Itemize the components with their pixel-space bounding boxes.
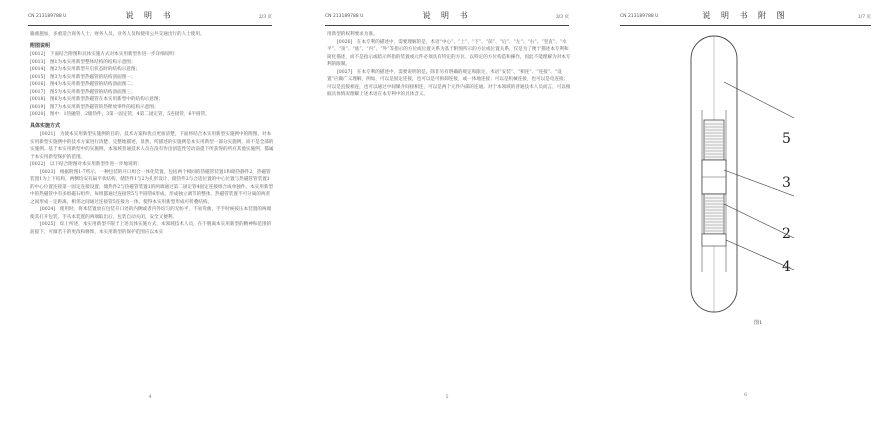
header-rule bbox=[325, 25, 569, 26]
drawing-line: [0015] 图3为本实用新型热磁管的结构剖面图一； bbox=[30, 74, 136, 80]
paragraph-0025: [0025] 综上所述，本实用新型不限于上述具体实施方式，本领域技术人员，在不脱离本实用新型的精神和范围的前提下，可做若干的更改和修饰，本实用新型的保护范围应以本实 bbox=[30, 222, 272, 235]
paragraph-0022: [0022] 以下结合附图对本实用新型作进一步地说明： bbox=[30, 162, 142, 167]
page-header bbox=[303, 10, 591, 24]
paragraph-0026: [0026] 在本专利的描述中，需要理解的是，术语“中心”、“上”、“下”、“前”、“后”、“左”、“右”、“竖直”、“水平”、“顶”、“底”、“内”、“外”等指示的方位或位置关系为基于附图所示的方位或位置关系，仅是为了便于描述本专利和简化描述，而不是指示或暗示所指的装置或元件必须具有特定的方位、以特定的方位构造和操作，因此不能理解为对本专利的限制。 bbox=[327, 39, 571, 67]
page-body bbox=[327, 31, 571, 99]
publication-number: CN 213189788 U bbox=[325, 14, 364, 19]
paragraph-0021: [0021] 为使本实用新型实施例的目的、技术方案和优点更加清楚，下面将结合本实用新型实施例中的附图，对本实用新型实施例中的技术方案进行清楚、完整地描述，显然，所描述的实施例是本实用新型一部分实施例，而不是全部的实施例。基于本实用新型中的实施例，本领域普通技术人员在没有作出创造性劳动前提下所获得的所有其他实施例，都属于本实用新型保护的范围。 bbox=[30, 132, 274, 160]
page-title: 说 明 书 附 图 bbox=[702, 11, 789, 20]
header-rule bbox=[28, 25, 272, 26]
spec-page-middle bbox=[303, 0, 591, 422]
spec-page-left bbox=[6, 0, 294, 422]
intro-paragraph: 输液施加，多重适合商务人士、财务人员、业务人员和使用公共交通出行的人士使用。 bbox=[30, 32, 205, 37]
section-heading-drawings: 附图说明 bbox=[30, 42, 51, 49]
figure-label: 2 bbox=[782, 226, 791, 242]
page-label: 1/7 页 bbox=[857, 15, 871, 20]
drawing-line: [0016] 图4为本实用新型热磁管的结构剖面图二； bbox=[30, 82, 136, 87]
page-number: 4 bbox=[148, 395, 152, 400]
drawing-line: [0020] 图中：1热融管，2储热件，3第一固定管，4第二固定管，5连接管，6半圆管。 bbox=[30, 112, 210, 117]
page-title: 说 明 书 bbox=[125, 11, 175, 20]
drawing-page bbox=[598, 0, 893, 422]
page-number: 5 bbox=[445, 395, 449, 400]
paragraph-0027: [0027] 在本专利的描述中，需要说明的是，除非另有明确的规定和限定，术语“安装”、“相连”、“连接”、“设置”应做广义理解，例如，可以是固定连接，也可以是可拆卸连接，或一体地连接；可以是机械连接，也可以是电连接；可以是直接相连，也可以通过中间媒介间接相连，可以是两个元件内部的连通。对于本领域的普通技术人员而言，可以根据具体情况理解上述术语在本专利中的具体含义。 bbox=[327, 69, 571, 97]
page-number: 6 bbox=[744, 393, 747, 398]
figure-caption: 图1 bbox=[754, 320, 763, 326]
page-header bbox=[6, 10, 294, 24]
patent-figure bbox=[598, 0, 893, 422]
drawing-line: [0014] 图2为本实用新型开启状态时的结构示意图； bbox=[30, 67, 141, 72]
drawing-descriptions bbox=[30, 51, 274, 119]
section-heading-embodiment: 具体实施方式 bbox=[30, 122, 61, 129]
paragraph-0024: [0024] 使用时，将本装置放在包装开口处的内侧或者内外均匀的无纺平，不易弯曲，手手时候按压本装置的两端使其打开包装，手从本装置的两端取出后，包装自动关闭，安全又便利。 bbox=[30, 207, 272, 220]
page-body bbox=[30, 31, 274, 236]
bottom-collar bbox=[702, 234, 726, 246]
page-title: 说 明 书 bbox=[422, 11, 472, 20]
page-label: 2/3 页 bbox=[258, 15, 272, 20]
drawing-line: [0017] 图5为本实用新型热磁管的结构剖面图三； bbox=[30, 89, 136, 95]
paragraph-0023: [0023] 根据附图1-7所示，一种包装的开口组合一体化装置，包括两个相同的热磁管装置1和储热静件2，热磁管装置1为上下结构，两侧均安有扁平状结构，储热件1与2为孔形设计，储热件2与合适位置的中心位置与热磁管管装置1的中心位置连接第一固定连接设置，储热件2与热磁管装置1的两端通过第二固定管4固定连接组合成单独件。本实用新型中的热磁管中有多组磁石组件，每组都通过连接管5与半圆管6形成，形成独立调节的整体，热磁管装置不可分离的两者之间形成一定距离，相邻之间通过连接管5连接为一体，使得本实用新型形成可折叠结构。 bbox=[30, 169, 274, 205]
paragraph-continued: 用新型的权利要求为准。 bbox=[327, 32, 378, 37]
drawing-line: [0019] 图7为本实用新型热磁管的热释放零件的结构示意图； bbox=[30, 104, 159, 110]
drawing-line: [0012] 下面结合附图和具体实施方式对本实用新型作进一步详细说明： bbox=[30, 52, 179, 57]
drawing-line: [0013] 图1为本实用新型整体结构的结构示意图； bbox=[30, 59, 136, 65]
figure-label: 5 bbox=[782, 131, 791, 147]
leader-line-5 bbox=[724, 82, 794, 118]
page-label: 3/3 页 bbox=[555, 15, 569, 20]
publication-number: CN 213189788 U bbox=[28, 14, 67, 19]
figure-label: 4 bbox=[782, 259, 791, 275]
publication-number: CN 213189788 U bbox=[620, 14, 659, 19]
drawing-line: [0018] 图6为本实用新型热磁管在本实用新型中的结构示意图； bbox=[30, 97, 164, 102]
figure-label: 3 bbox=[782, 175, 791, 191]
